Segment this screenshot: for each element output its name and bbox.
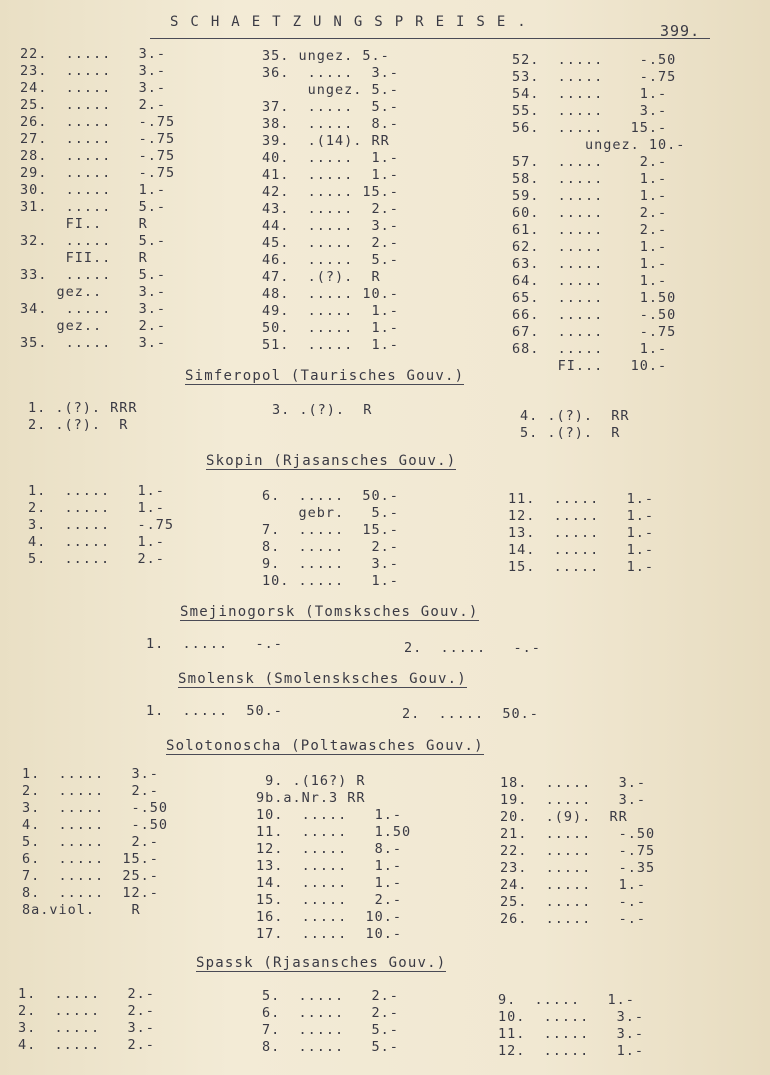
list-item: 5. ..... 2.- bbox=[262, 988, 399, 1004]
list-item: 67. ..... -.75 bbox=[512, 324, 677, 340]
list-item: 8. ..... 5.- bbox=[262, 1039, 399, 1055]
list-item: 15. ..... 2.- bbox=[256, 892, 403, 908]
solotonoscha-column-3 bbox=[500, 775, 655, 928]
skopin-column-1 bbox=[28, 483, 174, 568]
list-item: 6. ..... 50.- bbox=[262, 488, 399, 504]
list-item: 33. ..... 5.- bbox=[20, 267, 167, 283]
list-item: 53. ..... -.75 bbox=[512, 69, 677, 85]
list-item: 1. ..... 1.- bbox=[28, 483, 165, 499]
list-item: ungez. 10.- bbox=[512, 137, 686, 153]
list-item: 17. ..... 10.- bbox=[256, 926, 403, 942]
list-item: 20. .(9). RR bbox=[500, 809, 628, 825]
list-item: 5. .(?). R bbox=[520, 425, 621, 441]
list-item: 10. ..... 3.- bbox=[498, 1009, 645, 1025]
list-item: 30. ..... 1.- bbox=[20, 182, 167, 198]
list-item: 51. ..... 1.- bbox=[262, 337, 399, 353]
list-item: 65. ..... 1.50 bbox=[512, 290, 677, 306]
list-item: 14. ..... 1.- bbox=[256, 875, 403, 891]
list-item: ungez. 5.- bbox=[262, 82, 399, 98]
list-item: 62. ..... 1.- bbox=[512, 239, 668, 255]
list-item: 63. ..... 1.- bbox=[512, 256, 668, 272]
list-item: 2. ..... -.- bbox=[404, 640, 541, 656]
list-item: 4. .(?). RR bbox=[520, 408, 630, 424]
list-item: 55. ..... 3.- bbox=[512, 103, 668, 119]
list-item: gebr. 5.- bbox=[262, 505, 399, 521]
list-item: FI... 10.- bbox=[512, 358, 668, 374]
list-item: 13. ..... 1.- bbox=[508, 525, 655, 541]
list-item: 5. ..... 2.- bbox=[28, 551, 165, 567]
list-item: 23. ..... 3.- bbox=[20, 63, 167, 79]
solotonoscha-column-1 bbox=[22, 766, 168, 919]
list-item: 40. ..... 1.- bbox=[262, 150, 399, 166]
list-item: 11. ..... 1.50 bbox=[256, 824, 412, 840]
solotonoscha-column-2 bbox=[256, 773, 411, 943]
list-item: 2. .(?). R bbox=[28, 417, 129, 433]
list-item: FII.. R bbox=[20, 250, 148, 266]
list-item: 61. ..... 2.- bbox=[512, 222, 668, 238]
list-item: 1. ..... 3.- bbox=[22, 766, 159, 782]
list-item: 57. ..... 2.- bbox=[512, 154, 668, 170]
list-item: 3. ..... 3.- bbox=[18, 1020, 155, 1036]
list-item: 54. ..... 1.- bbox=[512, 86, 668, 102]
list-item: 5. ..... 2.- bbox=[22, 834, 159, 850]
simferopol-column-2 bbox=[272, 402, 372, 419]
list-item: 38. ..... 8.- bbox=[262, 116, 399, 132]
top-column-1 bbox=[20, 46, 175, 352]
list-item: 16. ..... 10.- bbox=[256, 909, 403, 925]
page-number: 399. bbox=[660, 22, 701, 40]
smejinogorsk-column-2 bbox=[404, 640, 541, 657]
list-item: 10. ..... 1.- bbox=[256, 807, 403, 823]
list-item: 9. .(16?) R bbox=[256, 773, 366, 789]
list-item: 12. ..... 1.- bbox=[498, 1043, 645, 1059]
list-item: 7. ..... 25.- bbox=[22, 868, 159, 884]
list-item: 7. ..... 15.- bbox=[262, 522, 399, 538]
spassk-column-2 bbox=[262, 988, 399, 1056]
smolensk-column-1 bbox=[146, 703, 283, 720]
list-item: 26. ..... -.- bbox=[500, 911, 647, 927]
list-item: 24. ..... 1.- bbox=[500, 877, 647, 893]
list-item: 50. ..... 1.- bbox=[262, 320, 399, 336]
list-item: 15. ..... 1.- bbox=[508, 559, 655, 575]
list-item: 1. ..... 50.- bbox=[146, 703, 283, 719]
list-item: 60. ..... 2.- bbox=[512, 205, 668, 221]
section-title-smejinogorsk: Smejinogorsk (Tomsksches Gouv.) bbox=[180, 604, 479, 620]
list-item: 36. ..... 3.- bbox=[262, 65, 399, 81]
list-item: 22. ..... 3.- bbox=[20, 46, 167, 62]
list-item: 31. ..... 5.- bbox=[20, 199, 167, 215]
list-item: 19. ..... 3.- bbox=[500, 792, 647, 808]
top-column-3 bbox=[512, 52, 685, 375]
list-item: 47. .(?). R bbox=[262, 269, 381, 285]
running-header-title: SCHAETZUNGSPREISE. bbox=[170, 14, 538, 30]
list-item: 25. ..... -.- bbox=[500, 894, 647, 910]
smejinogorsk-column-1 bbox=[146, 636, 283, 653]
list-item: 3. ..... -.75 bbox=[28, 517, 175, 533]
list-item: 8. ..... 12.- bbox=[22, 885, 159, 901]
list-item: 9. ..... 3.- bbox=[262, 556, 399, 572]
list-item: 11. ..... 1.- bbox=[508, 491, 655, 507]
list-item: 14. ..... 1.- bbox=[508, 542, 655, 558]
list-item: 27. ..... -.75 bbox=[20, 131, 176, 147]
list-item: 58. ..... 1.- bbox=[512, 171, 668, 187]
list-item: gez.. 2.- bbox=[20, 318, 167, 334]
list-item: 7. ..... 5.- bbox=[262, 1022, 399, 1038]
list-item: 2. ..... 1.- bbox=[28, 500, 165, 516]
list-item: 37. ..... 5.- bbox=[262, 99, 399, 115]
list-item: 52. ..... -.50 bbox=[512, 52, 677, 68]
list-item: 48. ..... 10.- bbox=[262, 286, 399, 302]
header-rule bbox=[150, 38, 710, 39]
list-item: 23. ..... -.35 bbox=[500, 860, 656, 876]
list-item: 1. .(?). RRR bbox=[28, 400, 138, 416]
skopin-column-3 bbox=[508, 491, 654, 576]
section-title-skopin: Skopin (Rjasansches Gouv.) bbox=[206, 453, 457, 469]
list-item: 6. ..... 15.- bbox=[22, 851, 159, 867]
list-item: 8. ..... 2.- bbox=[262, 539, 399, 555]
list-item: 49. ..... 1.- bbox=[262, 303, 399, 319]
list-item: 41. ..... 1.- bbox=[262, 167, 399, 183]
list-item: 25. ..... 2.- bbox=[20, 97, 167, 113]
spassk-column-3 bbox=[498, 992, 644, 1060]
list-item: 35. ..... 3.- bbox=[20, 335, 167, 351]
list-item: 46. ..... 5.- bbox=[262, 252, 399, 268]
list-item: 3. ..... -.50 bbox=[22, 800, 169, 816]
list-item: 12. ..... 1.- bbox=[508, 508, 655, 524]
list-item: 9. ..... 1.- bbox=[498, 992, 635, 1008]
list-item: 10. ..... 1.- bbox=[262, 573, 399, 589]
list-item: gez.. 3.- bbox=[20, 284, 167, 300]
list-item: 32. ..... 5.- bbox=[20, 233, 167, 249]
list-item: 18. ..... 3.- bbox=[500, 775, 647, 791]
list-item: 59. ..... 1.- bbox=[512, 188, 668, 204]
list-item: 35. ungez. 5.- bbox=[262, 48, 390, 64]
section-title-solotonoscha: Solotonoscha (Poltawasches Gouv.) bbox=[166, 738, 484, 754]
list-item: 66. ..... -.50 bbox=[512, 307, 677, 323]
top-column-2 bbox=[262, 48, 399, 354]
list-item: 26. ..... -.75 bbox=[20, 114, 176, 130]
section-title-smolensk: Smolensk (Smolensksches Gouv.) bbox=[178, 671, 467, 687]
list-item: 6. ..... 2.- bbox=[262, 1005, 399, 1021]
list-item: 56. ..... 15.- bbox=[512, 120, 668, 136]
skopin-column-2 bbox=[262, 488, 399, 590]
list-item: 3. .(?). R bbox=[272, 402, 373, 418]
list-item: 22. ..... -.75 bbox=[500, 843, 656, 859]
list-item: 2. ..... 2.- bbox=[22, 783, 159, 799]
smolensk-column-2 bbox=[402, 706, 539, 723]
list-item: 44. ..... 3.- bbox=[262, 218, 399, 234]
list-item: 1. ..... -.- bbox=[146, 636, 283, 652]
list-item: 64. ..... 1.- bbox=[512, 273, 668, 289]
list-item: 11. ..... 3.- bbox=[498, 1026, 645, 1042]
list-item: 28. ..... -.75 bbox=[20, 148, 176, 164]
list-item: 4. ..... 1.- bbox=[28, 534, 165, 550]
list-item: 12. ..... 8.- bbox=[256, 841, 403, 857]
list-item: 2. ..... 50.- bbox=[402, 706, 539, 722]
list-item: 29. ..... -.75 bbox=[20, 165, 176, 181]
section-title-spassk: Spassk (Rjasansches Gouv.) bbox=[196, 955, 447, 971]
list-item: 2. ..... 2.- bbox=[18, 1003, 155, 1019]
list-item: 9b.a.Nr.3 RR bbox=[256, 790, 366, 806]
spassk-column-1 bbox=[18, 986, 155, 1054]
list-item: 34. ..... 3.- bbox=[20, 301, 167, 317]
list-item: 21. ..... -.50 bbox=[500, 826, 656, 842]
list-item: 13. ..... 1.- bbox=[256, 858, 403, 874]
simferopol-column-1 bbox=[28, 400, 138, 434]
list-item: 68. ..... 1.- bbox=[512, 341, 668, 357]
list-item: 4. ..... -.50 bbox=[22, 817, 169, 833]
list-item: FI.. R bbox=[20, 216, 148, 232]
list-item: 4. ..... 2.- bbox=[18, 1037, 155, 1053]
list-item: 24. ..... 3.- bbox=[20, 80, 167, 96]
section-title-simferopol: Simferopol (Taurisches Gouv.) bbox=[185, 368, 465, 384]
list-item: 1. ..... 2.- bbox=[18, 986, 155, 1002]
list-item: 42. ..... 15.- bbox=[262, 184, 399, 200]
simferopol-column-3 bbox=[520, 408, 630, 442]
list-item: 43. ..... 2.- bbox=[262, 201, 399, 217]
list-item: 39. .(14). RR bbox=[262, 133, 390, 149]
list-item: 45. ..... 2.- bbox=[262, 235, 399, 251]
list-item: 8a.viol. R bbox=[22, 902, 141, 918]
